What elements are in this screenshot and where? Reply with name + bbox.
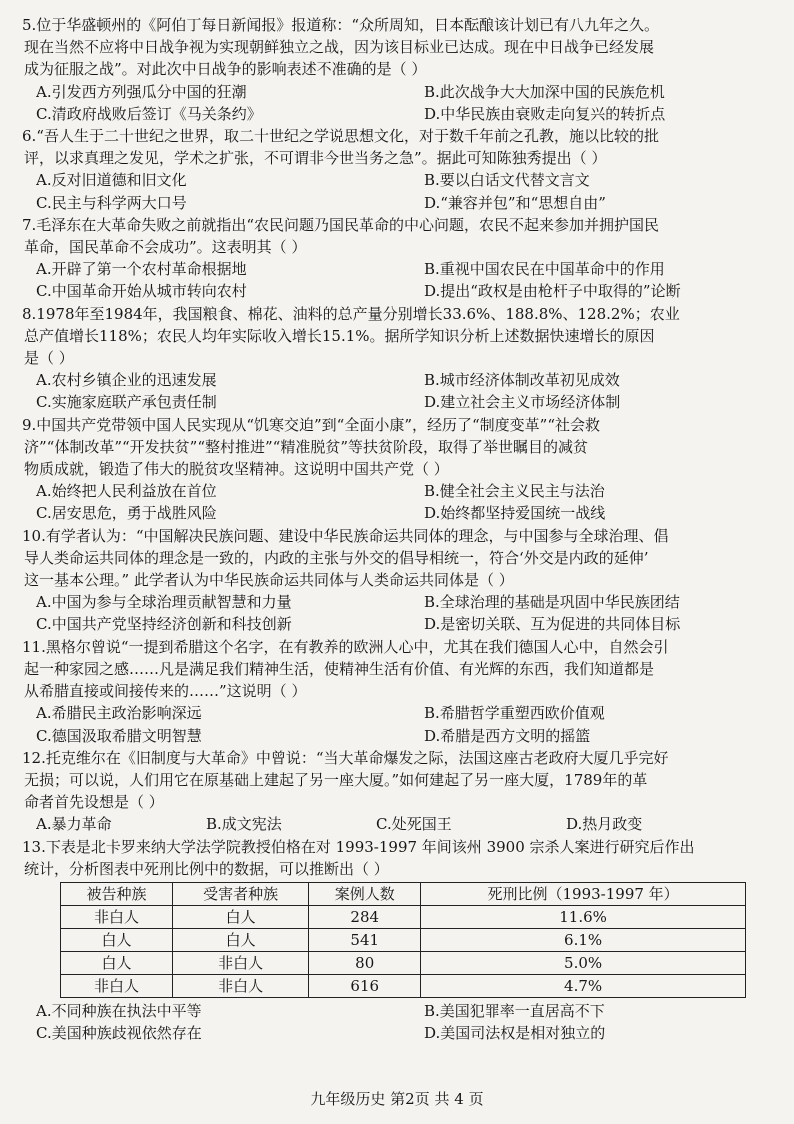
question-stem-line: 统计，分析图表中死刑比例中的数据，可以推断出（ ）: [24, 859, 389, 878]
question-stem-line: 12.托克维尔在《旧制度与大革命》中曾说：“当大革命爆发之际，法国这座古老政府大厦几乎完好: [22, 748, 669, 767]
question-11: [22, 636, 760, 747]
question-7: [22, 214, 760, 303]
option-d: D.中华民族由衰败走向复兴的转折点: [424, 104, 666, 123]
option-c: C.德国汲取希腊文明智慧: [36, 726, 202, 745]
options-group: [22, 591, 760, 635]
question-6: [22, 125, 760, 214]
table-cell: 白人: [172, 928, 308, 951]
question-stem-line: 成为征服之战”。对此次中日战争的影响表述不准确的是（ ）: [24, 60, 427, 79]
table-header-cell: 案例人数: [309, 882, 421, 905]
question-stem-line: 8.1978年至1984年，我国粮食、棉花、油料的总产量分别增长33.6%、188.8%、128.2%；农业: [22, 304, 680, 323]
question-stem-line: 导人类命运共同体的理念是一致的，内政的主张与外交的倡导相统一，符合‘外交是内政的延伸’: [24, 548, 649, 567]
statistics-table: [60, 882, 746, 998]
question-9: [22, 414, 760, 525]
question-stem-line: 革命，国民革命不会成功”。这表明其（ ）: [24, 238, 307, 257]
option-b: B.城市经济体制改革初见成效: [424, 371, 620, 390]
question-stem-line: 济”“体制改革”“开发扶贫”“整村推进”“精准脱贫”等扶贫阶段，取得了举世瞩目的减贫: [24, 437, 589, 456]
table-cell: 白人: [172, 905, 308, 928]
option-a: A.农村乡镇企业的迅速发展: [36, 371, 217, 390]
question-10: [22, 525, 760, 636]
option-c: C.清政府战败后签订《马关条约》: [36, 104, 262, 123]
option-b: B.此次战争大大加深中国的民族危机: [424, 82, 665, 101]
table-header-cell: 受害者种族: [172, 882, 308, 905]
question-stem-line: 现在当然不应将中日战争视为实现朝鲜独立之战，因为该目标业已达成。现在中日战争已经发展: [24, 38, 655, 57]
option-c: C.美国种族歧视依然存在: [36, 1024, 202, 1043]
question-stem-line: 从希腊直接或间接传来的……”这说明（ ）: [24, 682, 307, 701]
options-group: [22, 813, 760, 835]
table-cell: 6.1%: [421, 928, 746, 951]
options-group: [22, 258, 760, 302]
option-a: A.中国为参与全球治理贡献智慧和力量: [36, 593, 292, 612]
options-group: [22, 169, 760, 213]
option-d: D.建立社会主义市场经济体制: [424, 393, 621, 412]
option-b: B.成文宪法: [206, 815, 282, 834]
table-cell: 541: [309, 928, 421, 951]
table-row: [61, 928, 746, 951]
option-c: C.居安思危，勇于战胜风险: [36, 504, 217, 523]
option-b: B.希腊哲学重塑西欧价值观: [424, 704, 605, 723]
table-row: [61, 951, 746, 974]
question-stem-line: 7.毛泽东在大革命失败之前就指出“农民问题乃国民革命的中心问题，农民不起来参加并拥护国民: [22, 215, 659, 234]
question-stem-line: 6.“吾人生于二十世纪之世界，取二十世纪之学说思想文化，对于数千年前之孔教，施以比较的批: [22, 127, 659, 146]
question-stem-line: 13.下表是北卡罗来纳大学法学院教授伯格在对 1993-1997 年间该州 3900 宗杀人案进行研究后作出: [22, 837, 695, 856]
option-d: D.是密切关联、互为促进的共同体目标: [424, 615, 681, 634]
page-footer: 九年级历史 第2页 共 4 页: [310, 1090, 484, 1108]
option-b: B.重视中国农民在中国革命中的作用: [424, 260, 665, 279]
question-stem-line: 5.位于华盛顿州的《阿伯丁每日新闻报》报道称：“众所周知，日本酝酿该计划已有八九年之久。: [22, 16, 659, 34]
options-group: [22, 1000, 760, 1044]
options-group: [22, 702, 760, 746]
table-cell: 11.6%: [421, 905, 746, 928]
question-stem-line: 起一种家园之感……凡是满足我们精神生活，使精神生活有价值、有光辉的东西，我们知道都是: [24, 659, 655, 678]
question-8: [22, 303, 760, 414]
table-cell: 80: [309, 951, 421, 974]
question-stem-line: 这一基本公理。” 此学者认为中华民族命运共同体与人类命运共同体是（ ）: [24, 571, 514, 590]
option-a: A.开辟了第一个农村革命根据地: [36, 260, 247, 279]
table-header-cell: 被告种族: [61, 882, 173, 905]
question-stem-line: 11.黑格尔曾说“一提到希腊这个名字，在有教养的欧洲人心中，尤其在我们德国人心中，自然会引: [22, 637, 669, 656]
question-13: [22, 836, 760, 1045]
table-cell: 非白人: [61, 905, 173, 928]
option-d: D.热月政变: [566, 815, 643, 834]
option-c: C.中国革命开始从城市转向农村: [36, 282, 247, 301]
table-header-row: [61, 882, 746, 905]
option-b: B.美国犯罪率一直居高不下: [424, 1001, 605, 1020]
option-d: D.始终都坚持爱国统一战线: [424, 504, 606, 523]
table-cell: 4.7%: [421, 974, 746, 997]
table-cell: 非白人: [172, 974, 308, 997]
table-cell: 284: [309, 905, 421, 928]
table-cell: 5.0%: [421, 951, 746, 974]
option-d: D.美国司法权是相对独立的: [424, 1024, 606, 1043]
table-cell: 白人: [61, 951, 173, 974]
option-a: A.引发西方列强瓜分中国的狂潮: [36, 82, 247, 101]
table-header-cell: 死刑比例（1993-1997 年）: [421, 882, 746, 905]
option-c: C.实施家庭联产承包责任制: [36, 393, 217, 412]
table-cell: 非白人: [172, 951, 308, 974]
question-stem-line: 命者首先设想是（ ）: [24, 793, 164, 812]
table-row: [61, 974, 746, 997]
table-cell: 白人: [61, 928, 173, 951]
options-group: [22, 81, 760, 125]
option-b: B.全球治理的基础是巩固中华民族团结: [424, 593, 680, 612]
option-c: C.民主与科学两大口号: [36, 193, 187, 212]
table-cell: 616: [309, 974, 421, 997]
question-12: [22, 747, 760, 836]
option-a: A.暴力革命: [36, 815, 112, 834]
question-stem-line: 无损；可以说，人们用它在原基础上建起了另一座大厦。”如何建起了另一座大厦，1789年的革: [24, 770, 648, 789]
question-stem-line: 评，以求真理之发见，学术之扩张，不可谓非今世当务之急”。据此可知陈独秀提出（ ）: [24, 149, 607, 168]
question-stem-line: 10.有学者认为：“中国解决民族问题、建设中华民族命运共同体的理念，与中国参与全球治理、倡: [22, 526, 669, 545]
option-a: A.希腊民主政治影响深远: [36, 704, 202, 723]
option-d: D.提出“政权是由枪杆子中取得的”论断: [424, 282, 681, 301]
option-d: D.“兼容并包”和“思想自由”: [424, 193, 606, 212]
table-cell: 非白人: [61, 974, 173, 997]
options-group: [22, 480, 760, 524]
question-5: [22, 14, 760, 125]
option-c: C.处死国王: [376, 815, 452, 834]
table-row: [61, 905, 746, 928]
option-c: C.中国共产党坚持经济创新和科技创新: [36, 615, 292, 634]
option-a: A.不同种族在执法中平等: [36, 1001, 202, 1020]
option-a: A.反对旧道德和旧文化: [36, 171, 187, 190]
option-b: B.要以白话文代替文言文: [424, 171, 590, 190]
question-stem-line: 物质成就，锻造了伟大的脱贫攻坚精神。这说明中国共产党（ ）: [24, 460, 449, 479]
options-group: [22, 369, 760, 413]
question-stem-line: 总产值增长118%；农民人均年实际收入增长15.1%。据所学知识分析上述数据快速增长的原因: [24, 326, 655, 345]
question-stem-line: 9.中国共产党带领中国人民实现从“饥寒交迫”到“全面小康”，经历了“制度变革”“社会救: [22, 415, 600, 434]
question-stem-line: 是（ ）: [24, 349, 74, 368]
option-b: B.健全社会主义民主与法治: [424, 482, 605, 501]
option-d: D.希腊是西方文明的摇篮: [424, 726, 591, 745]
option-a: A.始终把人民利益放在首位: [36, 482, 217, 501]
